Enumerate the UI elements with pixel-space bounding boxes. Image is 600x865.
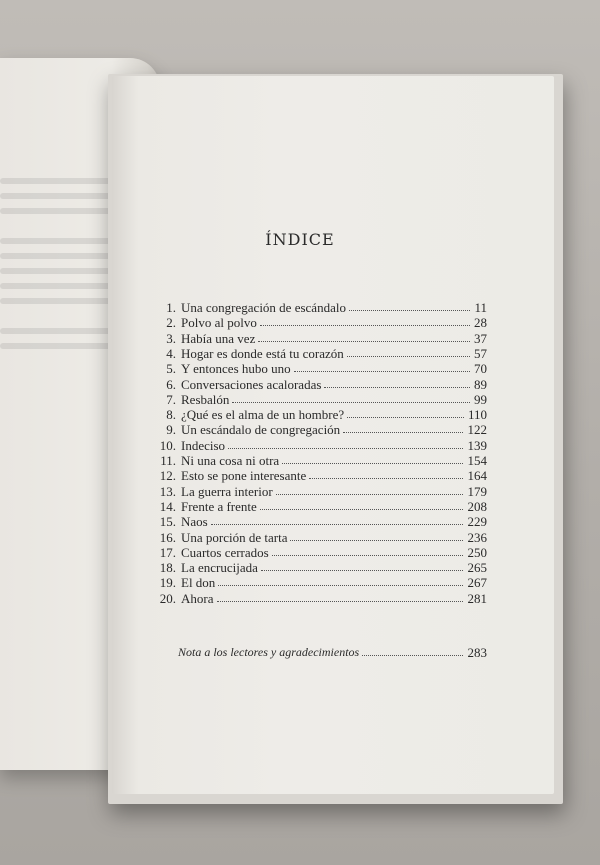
toc-entry <box>0 560 600 576</box>
toc-entry-title: Frente a frente <box>181 498 257 514</box>
toc-entry <box>0 315 600 331</box>
toc-entry-title: Había una vez <box>181 330 256 346</box>
toc-entry <box>0 530 600 546</box>
toc-entry-page: 236 <box>467 529 487 545</box>
toc-entry-title: Ahora <box>181 590 214 606</box>
toc-entry-page: 281 <box>467 590 487 606</box>
toc-leader-dots <box>218 585 463 586</box>
toc-leader-dots <box>349 310 470 311</box>
toc-entry-title: Una congregación de escándalo <box>181 300 346 315</box>
toc-entry <box>0 346 600 362</box>
toc-entry <box>0 422 600 438</box>
toc-entry <box>0 468 600 484</box>
toc-entry <box>0 392 600 408</box>
toc-leader-dots <box>260 509 463 510</box>
toc-entry-number: 9. <box>166 422 176 438</box>
toc-entry-number: 13. <box>159 483 176 499</box>
toc-entry-page: 70 <box>474 361 487 377</box>
toc-entry-number: 20. <box>159 590 176 606</box>
toc-entry-page: 89 <box>474 376 487 392</box>
toc-leader-dots <box>324 387 470 388</box>
toc-leader-dots <box>228 448 463 449</box>
toc-leader-dots <box>217 601 463 602</box>
toc-entry-number: 8. <box>166 407 176 423</box>
toc-entry-title: Ni una cosa ni otra <box>181 453 280 468</box>
toc-entry-title: La encrucijada <box>181 560 258 576</box>
toc-leader-dots <box>290 540 463 541</box>
toc-leader-dots <box>362 655 463 656</box>
toc-entry-number: 10. <box>159 437 176 453</box>
toc-note-title: Nota a los lectores y agradecimientos <box>178 645 360 659</box>
toc-entry <box>0 545 600 561</box>
toc-entry-page: 229 <box>467 514 487 530</box>
toc-entry-title: Un escándalo de congregación <box>181 422 341 438</box>
toc-entry <box>0 331 600 347</box>
toc-entry-title: Esto se pone interesante <box>181 468 307 484</box>
toc-leader-dots <box>232 402 470 403</box>
toc-heading: ÍNDICE <box>265 230 335 249</box>
toc-note-page: 283 <box>467 645 487 660</box>
toc-entry-number: 1. <box>166 300 176 315</box>
toc-entry <box>0 484 600 500</box>
toc-entry-title: Una porción de tarta <box>181 529 288 545</box>
toc-entry-page: 28 <box>474 315 487 331</box>
toc-entry-number: 19. <box>159 575 176 591</box>
toc-entry <box>0 300 600 316</box>
toc-entry-page: 139 <box>467 437 487 453</box>
toc-entry-title: El don <box>181 575 216 591</box>
toc-entry-title: Polvo al polvo <box>181 315 257 331</box>
toc-entry-page: 99 <box>474 391 487 407</box>
toc-entry-number: 5. <box>166 361 176 377</box>
toc-entry-number: 18. <box>159 560 176 576</box>
toc-note-entry <box>0 645 600 661</box>
toc-entry-title: Resbalón <box>181 391 230 407</box>
toc-entry-number: 2. <box>166 315 176 331</box>
toc-leader-dots <box>276 494 463 495</box>
toc-entry-number: 4. <box>166 345 176 361</box>
toc-entry-page: 179 <box>467 483 487 499</box>
toc-leader-dots <box>272 555 463 556</box>
toc-entry <box>0 453 600 469</box>
toc-entry-title: Naos <box>181 514 208 530</box>
toc-entry-page: 265 <box>467 560 487 576</box>
toc-entry-page: 250 <box>467 544 487 560</box>
toc-entry <box>0 361 600 377</box>
toc-entry <box>0 438 600 454</box>
toc-entry-number: 17. <box>159 544 176 560</box>
toc-entry <box>0 575 600 591</box>
toc-entry-page: 164 <box>467 468 487 484</box>
toc-leader-dots <box>309 478 463 479</box>
toc-entry-page: 11 <box>474 300 487 315</box>
toc-entry-number: 7. <box>166 391 176 407</box>
toc-entry-title: Hogar es donde está tu corazón <box>181 345 344 361</box>
toc-entry-title: ¿Qué es el alma de un hombre? <box>181 407 345 423</box>
toc-entry-number: 3. <box>166 330 176 346</box>
toc-entry-title: Conversaciones acaloradas <box>181 376 322 392</box>
toc-entry-page: 208 <box>467 498 487 514</box>
toc-entry-page: 110 <box>467 407 487 423</box>
toc-leader-dots <box>343 432 463 433</box>
toc-entry-number: 11. <box>160 453 176 468</box>
toc-entry-number: 16. <box>159 529 176 545</box>
toc-leader-dots <box>261 570 463 571</box>
toc-entry <box>0 377 600 393</box>
toc-entry-page: 154 <box>467 453 487 468</box>
toc-entry-number: 12. <box>159 468 176 484</box>
toc-entry <box>0 591 600 607</box>
toc-leader-dots <box>282 463 463 464</box>
toc-entry-title: La guerra interior <box>181 483 273 499</box>
toc-entry <box>0 514 600 530</box>
toc-leader-dots <box>347 417 464 418</box>
toc-leader-dots <box>294 371 470 372</box>
toc-entry-number: 14. <box>159 498 176 514</box>
toc-leader-dots <box>260 325 470 326</box>
toc-leader-dots <box>347 356 470 357</box>
toc-entry-title: Cuartos cerrados <box>181 544 269 560</box>
toc-entry <box>0 407 600 423</box>
toc-entry <box>0 499 600 515</box>
toc-entry-page: 267 <box>467 575 487 591</box>
toc-entry-title: Indeciso <box>181 437 226 453</box>
toc-entry-number: 6. <box>166 376 176 392</box>
toc-entry-page: 37 <box>474 330 487 346</box>
toc-leader-dots <box>211 524 463 525</box>
toc-leader-dots <box>258 341 470 342</box>
toc-entry-title: Y entonces hubo uno <box>181 361 291 377</box>
toc-entry-number: 15. <box>159 514 176 530</box>
toc-entry-page: 57 <box>474 345 487 361</box>
toc-entry-page: 122 <box>467 422 487 438</box>
